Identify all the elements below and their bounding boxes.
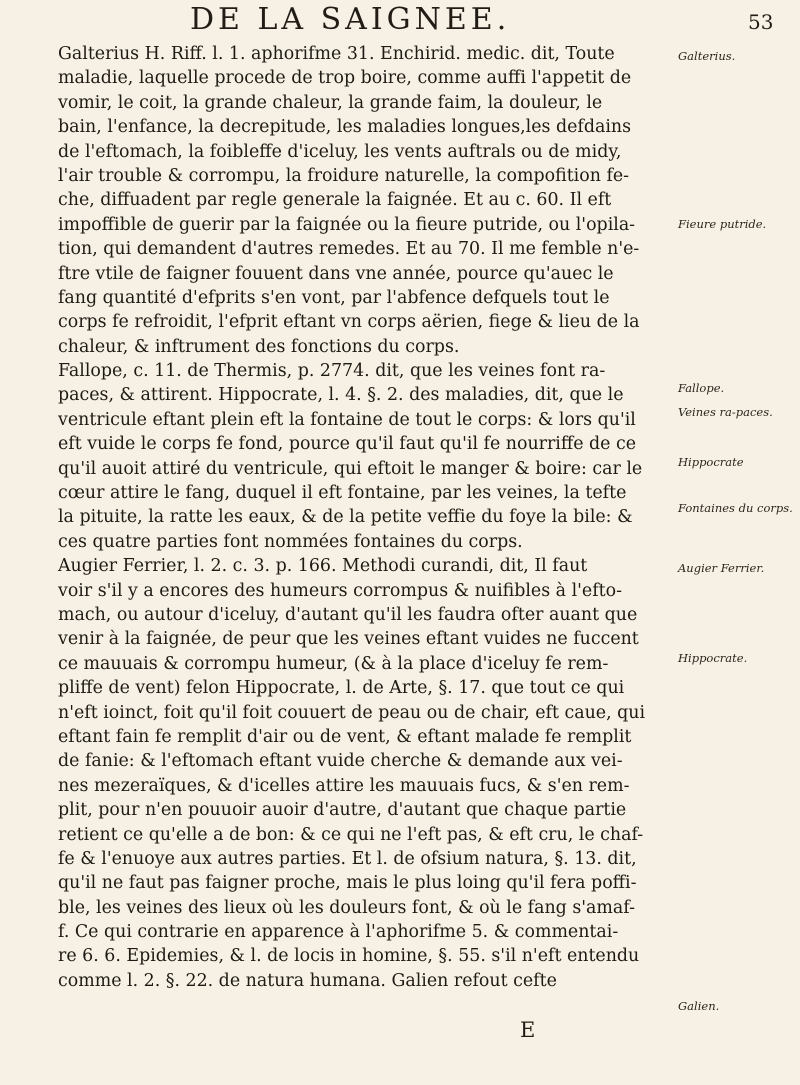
text-line: eft vuide le corps fe fond, pource qu'il faut qu'il fe nourriffe de ce <box>58 434 637 455</box>
signature-mark: E <box>520 1018 536 1042</box>
text-line: ventricule eftant plein eft la fontaine de tout le corps: & lors qu'il <box>58 409 636 430</box>
text-line: fe & l'enuoye aux autres parties. Et l. de ofsium natura, §. 13. dit, <box>58 848 637 869</box>
text-line: Fallope, c. 11. de Thermis, p. 2774. dit, que les veines font ra- <box>58 361 606 382</box>
text-line: ces quatre parties font nommées fontaines du corps. <box>58 531 523 552</box>
running-header: DE LA SAIGNEE. <box>190 2 511 37</box>
text-line: re 6. 6. Epidemies, & l. de locis in homine, §. 55. s'il n'eft entendu <box>58 946 640 967</box>
margin-note-hippocrate: Hippocrate <box>678 455 744 469</box>
page-number: 53 <box>748 10 774 34</box>
text-line: cœur attire le fang, duquel il eft fontaine, par les veines, la tefte <box>58 483 627 504</box>
margin-note-augier-ferrier: Augier Ferrier. <box>678 561 765 575</box>
text-line: eftant fain fe remplit d'air ou de vent, & eftant malade fe remplit <box>58 726 632 747</box>
text-line: retient ce qu'elle a de bon: & ce qui ne l'eft pas, & eft cru, le chaf- <box>58 824 644 845</box>
margin-note-fontaines: Fontaines du corps. <box>678 501 793 515</box>
text-line: la pituite, la ratte les eaux, & de la petite veffie du foye la bile: & <box>58 507 633 528</box>
text-line: fang quantité d'efprits s'en vont, par l'abfence defquels tout le <box>58 287 610 308</box>
text-line: tion, qui demandent d'autres remedes. Et au 70. Il me femble n'e- <box>58 239 640 260</box>
text-line: impoffible de guerir par la faignée ou la fieure putride, ou l'opila- <box>58 214 636 235</box>
text-line: plit, pour n'en pouuoir auoir d'autre, d'autant que chaque partie <box>58 800 627 821</box>
text-line: chaleur, & inftrument des fonctions du corps. <box>58 336 460 357</box>
text-line: corps fe refroidit, l'efprit eftant vn corps aërien, fiege & lieu de la <box>58 312 640 333</box>
text-line: voir s'il y a encores des humeurs corrompus & nuifibles à l'efto- <box>58 580 622 601</box>
margin-note-fieure-putride: Fieure putride. <box>678 217 767 231</box>
text-line: l'air trouble & corrompu, la froidure naturelle, la compofition fe- <box>58 165 630 186</box>
text-line: de fanie: & l'eftomach eftant vuide cherche & demande aux vei- <box>58 751 623 772</box>
text-line: venir à la faignée, de peur que les veines eftant vuides ne fuccent <box>58 629 639 650</box>
text-line: Galterius H. Riff. l. 1. aphorifme 31. Enchirid. medic. dit, Toute <box>58 44 615 64</box>
margin-note-fallope: Fallope. <box>678 381 725 395</box>
text-line: pliffe de vent) felon Hippocrate, l. de Arte, §. 17. que tout ce qui <box>58 678 625 699</box>
margin-note-galien: Galien. <box>678 999 720 1013</box>
text-line: nes mezeraïques, & d'icelles attire les mauuais fucs, & s'en rem- <box>58 775 630 796</box>
text-line: f. Ce qui contrarie en apparence à l'aphorifme 5. & commentai- <box>58 922 619 943</box>
text-line: mach, ou autour d'iceluy, d'autant qu'il les faudra ofter auant que <box>58 604 638 625</box>
text-line: paces, & attirent. Hippocrate, l. 4. §. 2. des maladies, dit, que le <box>58 385 624 406</box>
text-line: ftre vtile de faigner fouuent dans vne année, pource qu'auec le <box>58 263 614 284</box>
text-line: che, diffuadent par regle generale la faignée. Et au c. 60. Il eft <box>58 190 612 211</box>
text-line: comme l. 2. §. 22. de natura humana. Galien refout cefte <box>58 970 557 991</box>
text-line: bain, l'enfance, la decrepitude, les maladies longues,les defdains <box>58 117 632 138</box>
margin-note-hippocrate-2: Hippocrate. <box>678 651 748 665</box>
text-line: de l'eftomach, la foibleffe d'iceluy, les vents auftrals ou de midy, <box>58 141 622 162</box>
text-line: maladie, laquelle procede de trop boire, comme auffi l'appetit de <box>58 68 632 89</box>
text-line: qu'il ne faut pas faigner proche, mais le plus loing qu'il fera poffi- <box>58 873 637 894</box>
text-line: vomir, le coit, la grande chaleur, la grande faim, la douleur, le <box>58 92 603 113</box>
text-line: Augier Ferrier, l. 2. c. 3. p. 166. Methodi curandi, dit, Il faut <box>58 556 588 577</box>
text-line: qu'il auoit attiré du ventricule, qui eftoit le manger & boire: car le <box>58 458 643 479</box>
text-line: ble, les veines des lieux où les douleurs font, & où le fang s'amaf- <box>58 897 635 918</box>
margin-note-galterius: Galterius. <box>678 49 736 63</box>
text-line: ce mauuais & corrompu humeur, (& à la place d'iceluy fe rem- <box>58 653 609 674</box>
margin-note-veines-rapaces: Veines ra-paces. <box>678 405 773 419</box>
body-text <box>58 42 668 993</box>
text-line: n'eft ioinct, foit qu'il foit couuert de peau ou de chair, eft caue, qui <box>58 702 646 723</box>
